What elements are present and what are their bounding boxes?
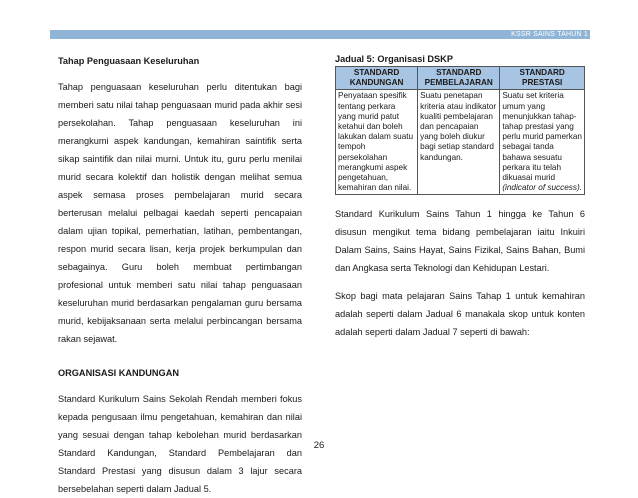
table-header-row [336, 67, 585, 90]
right-column [335, 52, 585, 341]
table-header-pembelajaran: STANDARD PEMBELAJARAN [418, 67, 500, 90]
heading-tahap-penguasaan: Tahap Penguasaan Keseluruhan [58, 56, 200, 66]
table-header-prestasi: STANDARD PRESTASI [500, 67, 585, 90]
left-column [58, 52, 302, 498]
prestasi-text: Suatu set kriteria umum yang menunjukkan tahap-tahap prestasi yang perlu murid pamerkan sebagai tanda bahawa sesuatu perkara itu telah dikuasai murid [502, 91, 582, 183]
page-number: 26 [313, 440, 325, 451]
table-caption: Jadual 5: Organisasi DSKP [335, 54, 453, 64]
dskp-table [335, 66, 585, 195]
table-row [336, 90, 585, 195]
prestasi-italic: (indicator of success). [502, 183, 582, 193]
paragraph-skop: Skop bagi mata pelajaran Sains Tahap 1 untuk kemahiran adalah seperti dalam Jadual 6 manakala skop untuk konten adalah seperti dalam Jadual 7 seperti di bawah: [335, 291, 585, 338]
header-band [50, 30, 590, 39]
table-cell-prestasi [500, 90, 585, 195]
running-header: KSSR SAINS TAHUN 1 [511, 31, 588, 38]
table-cell-kandungan: Penyataan spesifik tentang perkara yang murid patut ketahui dan boleh lakukan dalam suatu tempoh persekolahan merangkumi aspek pengetahuan, kemahiran dan nilai. [336, 90, 418, 195]
table-header-kandungan: STANDARD KANDUNGAN [336, 67, 418, 90]
table-cell-pembelajaran: Suatu penetapan kriteria atau indikator kualiti pembelajaran dan pencapaian yang boleh diukur bagi setiap standard kandungan. [418, 90, 500, 195]
heading-organisasi-kandungan: ORGANISASI KANDUNGAN [58, 368, 179, 378]
paragraph-tahap-penguasaan: Tahap penguasaan keseluruhan perlu ditentukan bagi memberi satu nilai tahap penguasaan murid pada akhir sesi persekolahan. Tahap penguasaan keseluruhan ini merangkumi aspek kandungan, kemahiran saintifik serta sikap saintifik dan nilai murni. Untuk itu, guru perlu menilai murid secara kolektif dan holistik dengan melihat semua aspek semasa proses pembelajaran murid secara berterusan melalui pelbagai kaedah seperti pencapaian dalam ujian topikal, pemerhatian, latihan, pembentangan, respon murid secara lisan, kerja projek berkumpulan dan sebagainya. Guru boleh membuat pertimbangan profesional untuk memberi satu nilai tahap penguasaan keseluruhan murid berdasarkan pengalaman guru bersama murid, kebijaksanaan serta melalui perbincangan bersama rakan sejawat. [58, 82, 302, 344]
paragraph-organisasi-kandungan: Standard Kurikulum Sains Sekolah Rendah memberi fokus kepada pengusaan ilmu pengetahuan, kemahiran dan nilai yang sesuai dengan tahap kebolehan murid berdasarkan Standard Kandungan, Standard Pembelajaran dan Standard Prestasi yang disusun dalam 3 lajur secara bersebelahan seperti dalam Jadual 5. [58, 394, 302, 494]
paragraph-standard-kurikulum: Standard Kurikulum Sains Tahun 1 hingga ke Tahun 6 disusun mengikut tema bidang pembelajaran iaitu Inkuiri Dalam Sains, Sains Hayat, Sains Fizikal, Sains Bahan, Bumi dan Angkasa serta Teknologi dan Kehidupan Lestari. [335, 209, 585, 274]
